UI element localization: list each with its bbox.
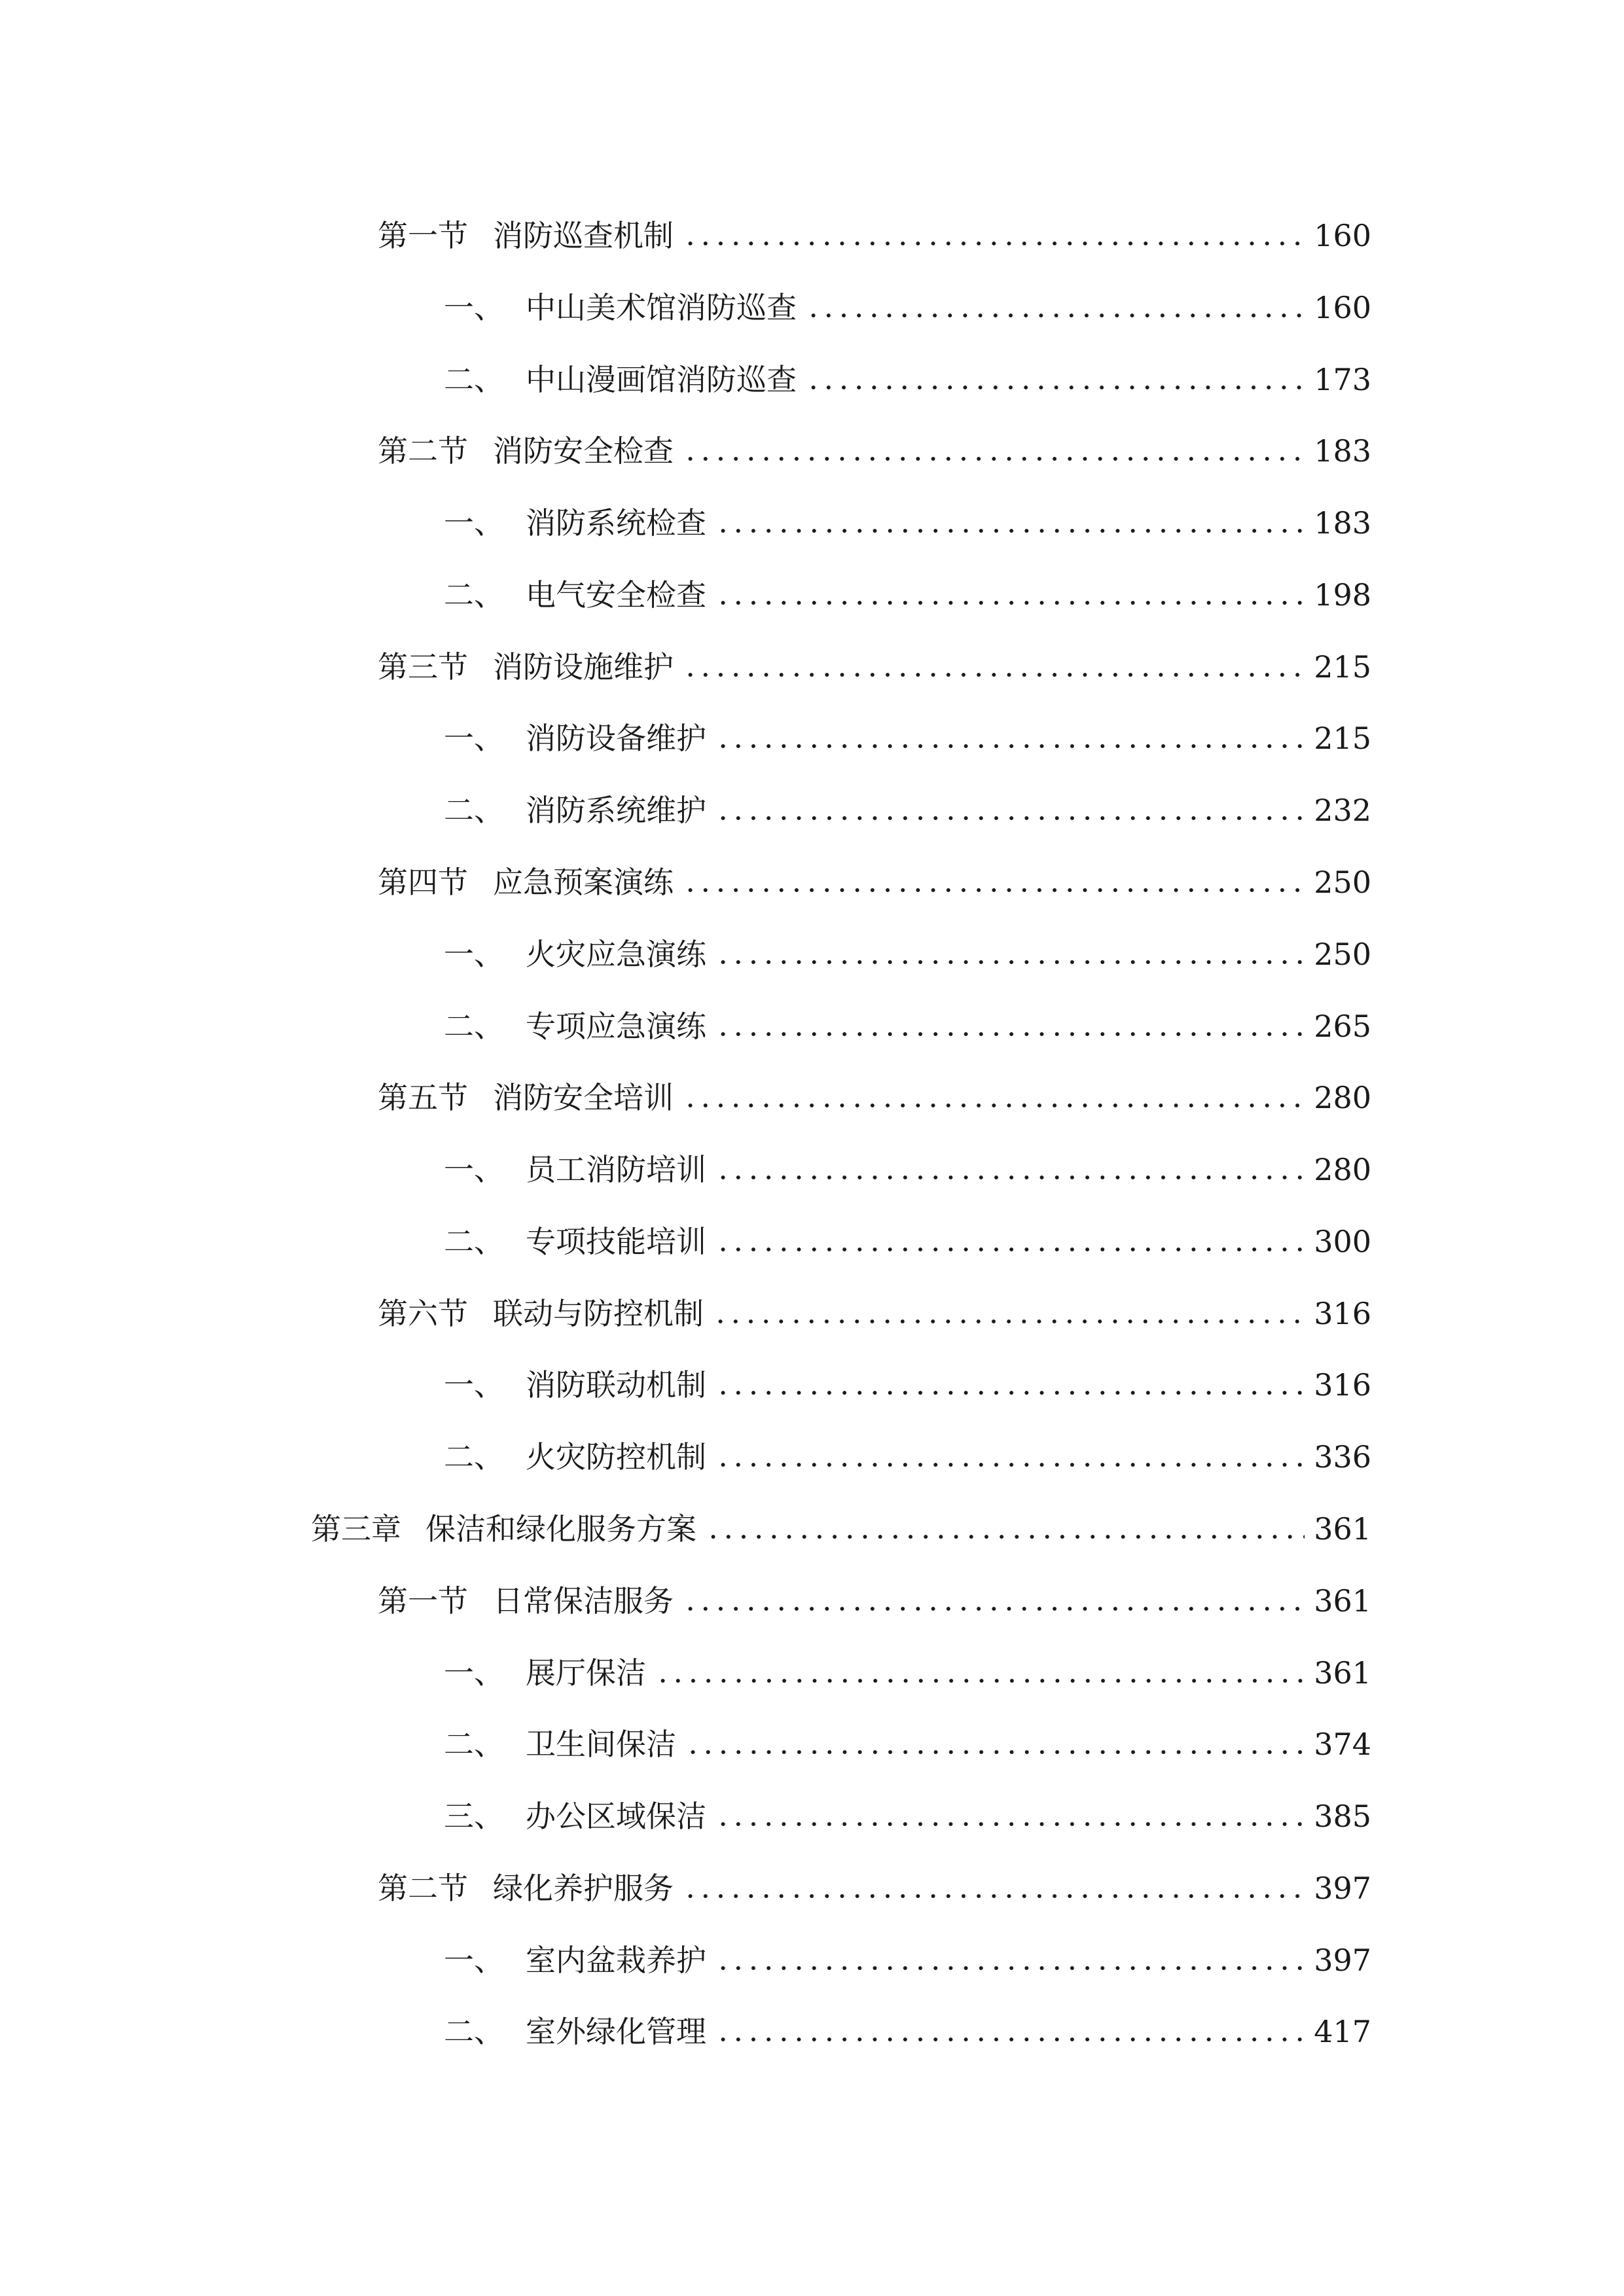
entry-page-number: 374: [1314, 1727, 1371, 1762]
entry-title: 火灾应急演练: [526, 937, 706, 972]
entry-number: 第一节: [378, 1583, 468, 1619]
entry-title: 日常保洁服务: [493, 1583, 674, 1619]
entry-number: 二、: [444, 2014, 504, 2049]
dot-leader: [715, 600, 1305, 605]
entry-title: 消防设施维护: [493, 649, 674, 685]
dot-leader: [715, 816, 1305, 821]
entry-page-number: 232: [1314, 793, 1371, 828]
entry-title: 卫生间保洁: [526, 1727, 676, 1762]
toc-entry-section[interactable]: [378, 1856, 1371, 1908]
entry-number: 一、: [444, 290, 504, 325]
entry-title: 火灾防控机制: [526, 1439, 706, 1475]
entry-number: 一、: [444, 505, 504, 541]
entry-page-number: 417: [1314, 2014, 1371, 2049]
entry-page-number: 183: [1314, 505, 1371, 541]
entry-title: 消防系统维护: [526, 793, 706, 828]
entry-page-number: 361: [1314, 1511, 1371, 1547]
toc-entry-item[interactable]: [444, 1352, 1371, 1405]
entry-number: 第二节: [378, 1871, 468, 1906]
toc-entry-section[interactable]: [378, 418, 1371, 471]
entry-number: 第二节: [378, 433, 468, 469]
entry-title: 绿化养护服务: [493, 1871, 674, 1906]
entry-title: 应急预案演练: [493, 865, 674, 900]
dot-leader: [683, 1893, 1305, 1899]
dot-leader: [715, 2037, 1305, 2042]
entry-page-number: 316: [1314, 1296, 1371, 1331]
entry-number: 三、: [444, 1799, 504, 1834]
entry-number: 二、: [444, 1224, 504, 1259]
entry-title: 中山美术馆消防巡查: [526, 290, 797, 325]
entry-number: 二、: [444, 1727, 504, 1762]
dot-leader: [706, 1534, 1305, 1539]
entry-number: 第六节: [378, 1296, 468, 1331]
entry-page-number: 198: [1314, 577, 1371, 613]
entry-number: 二、: [444, 793, 504, 828]
entry-page-number: 361: [1314, 1583, 1371, 1619]
toc-entry-item[interactable]: [444, 1137, 1371, 1189]
entry-page-number: 183: [1314, 433, 1371, 469]
toc-entry-item[interactable]: [444, 1640, 1371, 1693]
toc-entry-item[interactable]: [444, 347, 1371, 399]
entry-page-number: 397: [1314, 1871, 1371, 1906]
entry-title: 室内盆栽养护: [526, 1943, 706, 1978]
toc-entry-item[interactable]: [444, 778, 1371, 830]
entry-title: 办公区域保洁: [526, 1799, 706, 1834]
toc-entry-item[interactable]: [444, 275, 1371, 327]
entry-title: 消防安全检查: [493, 433, 674, 469]
dot-leader: [683, 1103, 1305, 1108]
toc-entry-item[interactable]: [444, 994, 1371, 1046]
dot-leader: [683, 672, 1305, 677]
toc-entry-item[interactable]: [444, 922, 1371, 974]
toc-entry-section[interactable]: [378, 1281, 1371, 1333]
dot-leader: [715, 1965, 1305, 1971]
dot-leader: [715, 960, 1305, 965]
dot-leader: [683, 456, 1305, 461]
entry-page-number: 173: [1314, 362, 1371, 397]
dot-leader: [685, 1749, 1305, 1755]
entry-title: 保洁和绿化服务方案: [425, 1511, 696, 1547]
entry-number: 第三节: [378, 649, 468, 685]
entry-page-number: 316: [1314, 1367, 1371, 1403]
entry-title: 联动与防控机制: [493, 1296, 704, 1331]
toc-entry-section[interactable]: [378, 203, 1371, 255]
entry-number: 一、: [444, 1655, 504, 1691]
toc-entry-item[interactable]: [444, 1999, 1371, 2051]
entry-title: 电气安全检查: [526, 577, 706, 613]
entry-title: 员工消防培训: [526, 1152, 706, 1187]
entry-page-number: 215: [1314, 721, 1371, 756]
entry-page-number: 385: [1314, 1799, 1371, 1834]
dot-leader: [715, 1821, 1305, 1827]
toc-entry-section[interactable]: [378, 1065, 1371, 1117]
dot-leader: [715, 1462, 1305, 1467]
entry-title: 室外绿化管理: [526, 2014, 706, 2049]
toc-entry-item[interactable]: [444, 490, 1371, 543]
dot-leader: [715, 1390, 1305, 1395]
entry-page-number: 300: [1314, 1224, 1371, 1259]
entry-number: 一、: [444, 1943, 504, 1978]
entry-title: 消防巡查机制: [493, 218, 674, 253]
entry-number: 第一节: [378, 218, 468, 253]
entry-title: 消防联动机制: [526, 1367, 706, 1403]
toc-entry-section[interactable]: [378, 1568, 1371, 1621]
entry-title: 消防系统检查: [526, 505, 706, 541]
dot-leader: [715, 1247, 1305, 1252]
dot-leader: [683, 1606, 1305, 1611]
dot-leader: [715, 1175, 1305, 1180]
entry-title: 消防设备维护: [526, 721, 706, 756]
entry-number: 二、: [444, 577, 504, 613]
dot-leader: [655, 1678, 1305, 1683]
entry-number: 第四节: [378, 865, 468, 900]
entry-page-number: 280: [1314, 1152, 1371, 1187]
dot-leader: [713, 1319, 1305, 1324]
entry-title: 专项技能培训: [526, 1224, 706, 1259]
entry-page-number: 215: [1314, 649, 1371, 685]
toc-entry-item[interactable]: [444, 1928, 1371, 1980]
dot-leader: [683, 888, 1305, 893]
entry-title: 中山漫画馆消防巡查: [526, 362, 797, 397]
toc-entry-item[interactable]: [444, 1424, 1371, 1477]
dot-leader: [806, 313, 1305, 318]
entry-title: 展厅保洁: [526, 1655, 646, 1691]
entry-page-number: 280: [1314, 1080, 1371, 1115]
entry-title: 消防安全培训: [493, 1080, 674, 1115]
entry-number: 一、: [444, 721, 504, 756]
dot-leader: [806, 385, 1305, 390]
entry-number: 一、: [444, 1367, 504, 1403]
toc-entry-item[interactable]: [444, 1712, 1371, 1764]
entry-page-number: 160: [1314, 290, 1371, 325]
entry-page-number: 265: [1314, 1009, 1371, 1044]
dot-leader: [715, 528, 1305, 533]
toc-entry-chapter[interactable]: [311, 1496, 1371, 1549]
toc-entry-section[interactable]: [378, 634, 1371, 687]
entry-page-number: 160: [1314, 218, 1371, 253]
toc-entry-item[interactable]: [444, 1784, 1371, 1836]
entry-number: 一、: [444, 937, 504, 972]
dot-leader: [715, 1031, 1305, 1037]
entry-number: 第五节: [378, 1080, 468, 1115]
toc-entry-item[interactable]: [444, 1209, 1371, 1261]
entry-number: 一、: [444, 1152, 504, 1187]
dot-leader: [715, 744, 1305, 749]
toc-entry-item[interactable]: [444, 706, 1371, 758]
entry-number: 二、: [444, 362, 504, 397]
entry-page-number: 250: [1314, 865, 1371, 900]
entry-page-number: 361: [1314, 1655, 1371, 1691]
entry-number: 二、: [444, 1009, 504, 1044]
toc-entry-section[interactable]: [378, 850, 1371, 902]
entry-title: 专项应急演练: [526, 1009, 706, 1044]
entry-page-number: 336: [1314, 1439, 1371, 1475]
entry-page-number: 250: [1314, 937, 1371, 972]
dot-leader: [683, 241, 1305, 246]
entry-number: 第三章: [311, 1511, 401, 1547]
entry-number: 二、: [444, 1439, 504, 1475]
toc-entry-item[interactable]: [444, 562, 1371, 615]
entry-page-number: 397: [1314, 1943, 1371, 1978]
